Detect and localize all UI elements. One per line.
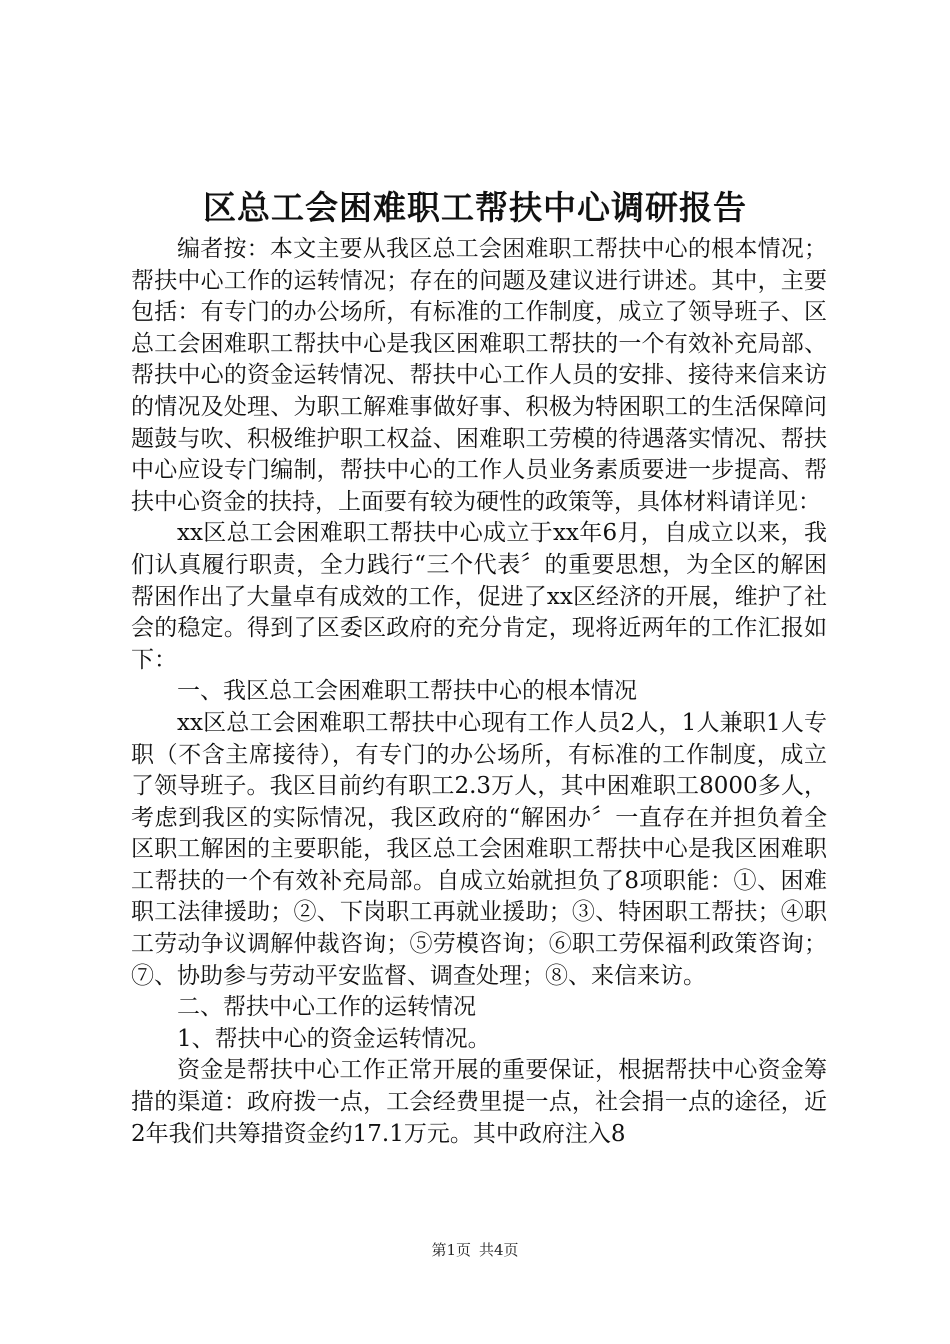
document-title: 区总工会困难职工帮扶中心调研报告 (203, 188, 747, 227)
subsection-heading-1: 1、帮扶中心的资金运转情况。 (177, 1025, 491, 1052)
intro-paragraph: xx区总工会困难职工帮扶中心成立于xx年6月，自成立以来，我们认真履行职责，全力践行“三个代表〞的重要思想，为全区的解困帮困作出了大量卓有成效的工作，促进了xx区经济的开展，维护了社会的稳定。得到了区委区政府的充分肯定，现将近两年的工作汇报如下： (131, 520, 827, 673)
document-body (131, 234, 827, 1150)
page-total: 共4页 (479, 1241, 519, 1259)
editor-note-paragraph: 编者按：本文主要从我区总工会困难职工帮扶中心的根本情况；帮扶中心工作的运转情况；存在的问题及建议进行讲述。其中，主要包括：有专门的办公场所，有标准的工作制度，成立了领导班子、区总工会困难职工帮扶中心是我区困难职工帮扶的一个有效补充局部、帮扶中心的资金运转情况、帮扶中心工作人员的安排、接待来信来访的情况及处理、为职工解难事做好事、积极为特困职工的生活保障问题鼓与吹、积极维护职工权益、困难职工劳模的待遇落实情况、帮扶中心应设专门编制，帮扶中心的工作人员业务素质要进一步提高、帮扶中心资金的扶持，上面要有较为硬性的政策等，具体材料请详见： (131, 236, 827, 515)
basic-situation-paragraph: xx区总工会困难职工帮扶中心现有工作人员2人，1人兼职1人专职（不含主席接待），有专门的办公场所，有标准的工作制度，成立了领导班子。我区目前约有职工2.3万人，其中困难职工8000多人，考虑到我区的实际情况，我区政府的“解困办〞一直存在并担负着全区职工解困的主要职能，我区总工会困难职工帮扶中心是我区困难职工帮扶的一个有效补充局部。自成立始就担负了8项职能：①、困难职工法律援助；②、下岗职工再就业援助；③、特困职工帮扶；④职工劳动争议调解仲裁咨询；⑤劳模咨询；⑥职工劳保福利政策咨询；⑦、协助参与劳动平安监督、调查处理；⑧、来信来访。 (131, 709, 827, 989)
section-heading-1: 一、我区总工会困难职工帮扶中心的根本情况 (177, 678, 637, 705)
page-number: 第1页 (431, 1241, 471, 1259)
section-heading-2: 二、帮扶中心工作的运转情况 (177, 994, 476, 1021)
funding-paragraph: 资金是帮扶中心工作正常开展的重要保证，根据帮扶中心资金筹措的渠道：政府拨一点，工会经费里提一点，社会捐一点的途径，近2年我们共筹措资金约17.1万元。其中政府注入8 (131, 1057, 827, 1147)
page-footer (0, 1240, 950, 1260)
